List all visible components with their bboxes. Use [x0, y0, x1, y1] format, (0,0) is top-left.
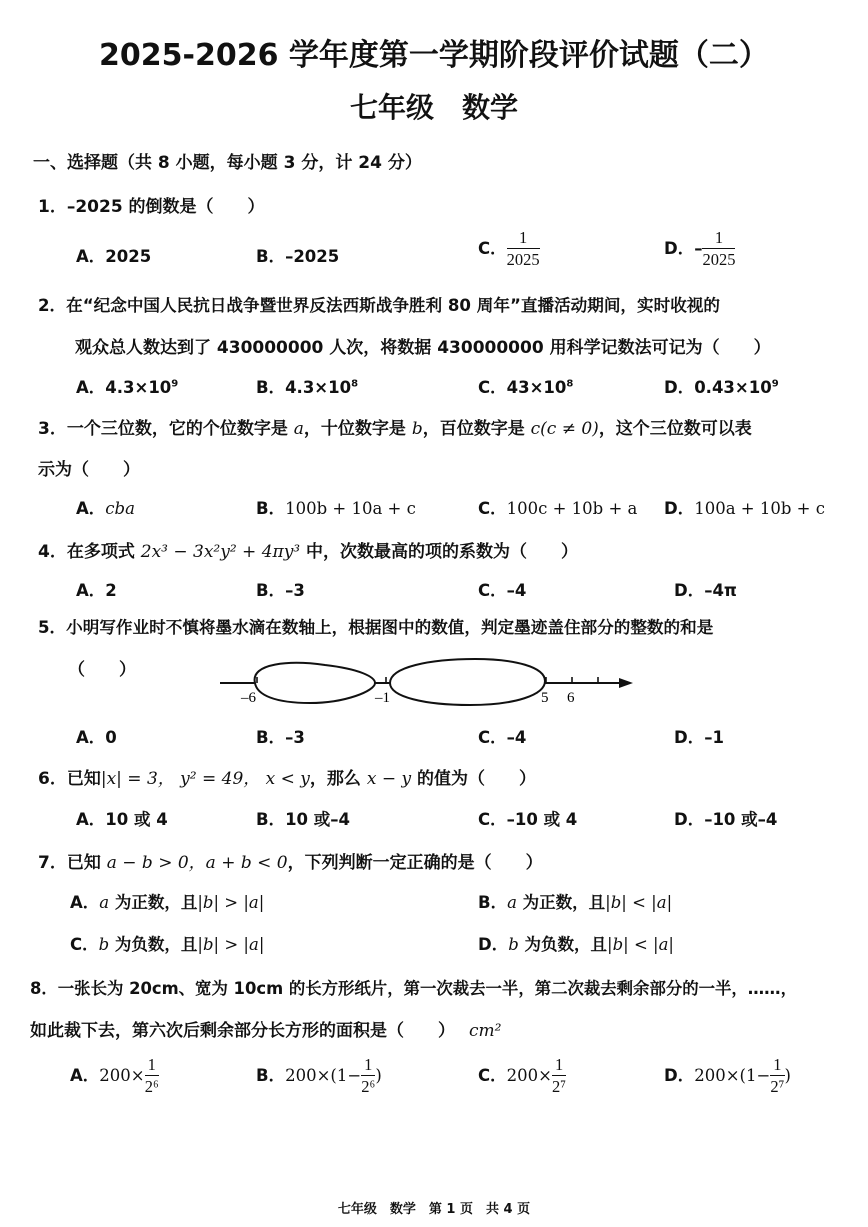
- option-a: [70, 889, 264, 913]
- option-b: [256, 374, 358, 398]
- option-text: 为正数，且: [109, 893, 198, 912]
- stem-text: ，百位数字是: [422, 419, 531, 439]
- question-stem-line-2: （ ）: [68, 660, 136, 680]
- relation: |b| > |a|: [197, 935, 265, 954]
- fraction-numerator: 1: [145, 1055, 159, 1076]
- exponent: 9: [771, 378, 779, 390]
- relation: |b| < |a|: [607, 935, 674, 954]
- option-a: A．10 或 4: [76, 810, 168, 829]
- option-c: [70, 931, 264, 955]
- option-label: B．: [478, 893, 508, 912]
- variable: b: [508, 935, 519, 954]
- question-stem-line-2: [30, 1016, 501, 1041]
- page-footer: 七年级 数学 第 1 页 共 4 页: [337, 1202, 531, 1217]
- condition: |x| = 3， y² = 49， x < y: [100, 769, 310, 789]
- fraction: [552, 1055, 566, 1098]
- option-label: C．: [478, 499, 507, 518]
- option-b: B．10 或–4: [256, 810, 351, 829]
- option-c: C．–4: [478, 728, 527, 747]
- stem-text: 3．一个三位数，它的个位数字是: [38, 419, 294, 439]
- option-expression: cba: [105, 499, 135, 518]
- option-d: [664, 495, 825, 519]
- option-label: D．–: [664, 239, 703, 258]
- option-label: A．: [70, 893, 100, 912]
- fraction: [507, 228, 540, 271]
- question-stem-line-2: 观众总人数达到了 430000000 人次，将数据 430000000 用科学记数法可记为（ ）: [75, 338, 771, 358]
- option-label: A．: [70, 1066, 100, 1085]
- fraction: [770, 1055, 784, 1098]
- option-b: B．–2025: [256, 247, 340, 266]
- tick-label: 5: [541, 690, 549, 706]
- fraction-denominator: 2⁷: [770, 1077, 785, 1096]
- option-d: D．–10 或–4: [674, 810, 778, 829]
- option-a: [76, 374, 178, 398]
- option-label: A．: [76, 499, 106, 518]
- option-label: C．: [478, 1066, 507, 1085]
- option-c: C．–10 或 4: [478, 810, 578, 829]
- question-stem-line-1: 2．在“纪念中国人民抗日战争暨世界反法西斯战争胜利 80 周年”直播活动期间，实时收视的: [38, 296, 720, 315]
- fraction-denominator: 2⁷: [552, 1077, 567, 1096]
- stem-text: ，这个三位数可以表: [598, 419, 752, 439]
- stem-text: ，下列判断一定正确的是（ ）: [287, 853, 543, 873]
- option-expression: 100b + 10a + c: [285, 499, 416, 518]
- fraction-numerator: 1: [361, 1055, 375, 1076]
- option-label: C．: [70, 935, 99, 954]
- fraction-numerator: 1: [770, 1055, 784, 1076]
- arrow-head-icon: [619, 678, 633, 688]
- option-label: B．: [256, 499, 286, 518]
- fraction-numerator: 1: [552, 1055, 566, 1076]
- option-b: [256, 1055, 382, 1098]
- question-stem-line-1: 8．一张长为 20cm、宽为 10cm 的长方形纸片，第一次裁去一半，第二次裁去剩余部分的一半，……，: [30, 979, 797, 998]
- option-a: A．0: [76, 728, 117, 747]
- exponent: 8: [351, 378, 359, 390]
- option-a: [76, 495, 135, 519]
- option-text: 为正数，且: [516, 893, 606, 912]
- option-b: [256, 495, 416, 519]
- stem-text: 如此裁下去，第六次后剩余部分长方形的面积是（ ）: [30, 1021, 455, 1041]
- option-a: A．2: [76, 581, 117, 600]
- variable: b: [98, 935, 110, 954]
- ink-blot-left: [255, 663, 375, 703]
- fraction-denominator: 2⁶: [361, 1077, 376, 1096]
- section-heading: 一、选择题（共 8 小题，每小题 3 分，计 24 分）: [33, 153, 422, 173]
- option-b: B．–3: [256, 728, 305, 747]
- relation: |b| > |a|: [197, 893, 265, 912]
- option-text: C．43×10: [478, 378, 567, 397]
- option-d: D．–1: [674, 728, 724, 747]
- variable: a: [507, 893, 517, 912]
- ink-blot-right: [390, 659, 545, 705]
- option-c: [478, 495, 637, 519]
- stem-text: ，十位数字是: [303, 419, 412, 439]
- fraction-denominator: 2025: [702, 250, 736, 269]
- option-expression: 100c + 10b + a: [506, 499, 638, 518]
- option-c: [478, 228, 540, 271]
- question-stem: 1．–2025 的倒数是（ ）: [38, 197, 265, 217]
- variable-c: c(c ≠ 0): [530, 419, 599, 439]
- option-text: 为负数，且: [109, 935, 198, 954]
- expression-prefix: 200×(1−: [285, 1066, 362, 1085]
- fraction-numerator: 1: [702, 228, 735, 249]
- option-expression: 100a + 10b + c: [694, 499, 825, 518]
- stem-text: 中，次数最高的项的系数为（ ）: [300, 542, 579, 562]
- question-stem: [38, 537, 578, 562]
- option-d: D．–4π: [674, 581, 737, 600]
- option-b: B．–3: [256, 581, 305, 600]
- option-c: [478, 1055, 566, 1098]
- fraction: [145, 1055, 159, 1098]
- exam-subtitle: 七年级 数学: [349, 91, 518, 124]
- stem-text: ，那么: [309, 769, 367, 789]
- option-text: A．4.3×10: [76, 378, 172, 397]
- expression-suffix: ): [784, 1066, 791, 1085]
- option-label: D．: [664, 499, 695, 518]
- condition: a − b > 0，a + b < 0: [106, 853, 288, 873]
- question-stem: [38, 764, 536, 789]
- option-d: [664, 1055, 791, 1098]
- stem-text: 6．已知: [38, 769, 101, 789]
- option-a: A．2025: [76, 247, 152, 266]
- option-label: B．: [256, 1066, 286, 1085]
- stem-text: 7．已知: [38, 853, 107, 873]
- question-stem-line-1: [38, 414, 752, 439]
- unit: cm²: [469, 1021, 502, 1041]
- fraction-denominator: 2⁶: [144, 1077, 159, 1096]
- variable-b: b: [411, 419, 423, 439]
- fraction-numerator: 1: [507, 228, 540, 249]
- question-stem-line-2: 示为（ ）: [38, 460, 140, 480]
- question-stem-line-1: 5．小明写作业时不慎将墨水滴在数轴上，根据图中的数值，判定墨迹盖住部分的整数的和是: [38, 618, 714, 637]
- expression-prefix: 200×: [99, 1066, 145, 1085]
- fraction-denominator: 2025: [506, 250, 540, 269]
- variable: a: [99, 893, 110, 912]
- variable-a: a: [293, 419, 304, 439]
- question-stem: [38, 848, 543, 873]
- stem-text: 4．在多项式: [38, 542, 141, 562]
- tick-label: –6: [241, 690, 256, 706]
- option-label: C．: [478, 239, 507, 258]
- option-c: [478, 374, 573, 398]
- option-text: 为负数，且: [518, 935, 608, 954]
- tick-label: 6: [567, 690, 575, 706]
- option-text: D．0.43×10: [664, 378, 772, 397]
- expression: x − y: [366, 769, 412, 789]
- option-d: [478, 931, 674, 955]
- option-label: D．: [478, 935, 509, 954]
- tick-label: –1: [375, 690, 390, 706]
- expression-suffix: ): [375, 1066, 382, 1085]
- option-d: [664, 228, 735, 271]
- exponent: 8: [566, 378, 574, 390]
- number-line-figure: [215, 655, 640, 710]
- option-d: [664, 374, 779, 398]
- polynomial: 2x³ − 3x²y² + 4πy³: [140, 542, 301, 562]
- option-text: B．4.3×10: [256, 378, 352, 397]
- expression-prefix: 200×(1−: [694, 1066, 771, 1085]
- expression-prefix: 200×: [506, 1066, 552, 1085]
- option-c: C．–4: [478, 581, 527, 600]
- fraction: [361, 1055, 375, 1098]
- stem-text: 的值为（ ）: [411, 769, 537, 789]
- option-b: [478, 889, 672, 913]
- relation: |b| < |a|: [605, 893, 673, 912]
- option-label: D．: [664, 1066, 695, 1085]
- exam-title: 2025-2026 学年度第一学期阶段评价试题（二）: [99, 38, 769, 73]
- exponent: 9: [171, 378, 179, 390]
- fraction: [702, 228, 735, 271]
- option-a: [70, 1055, 159, 1098]
